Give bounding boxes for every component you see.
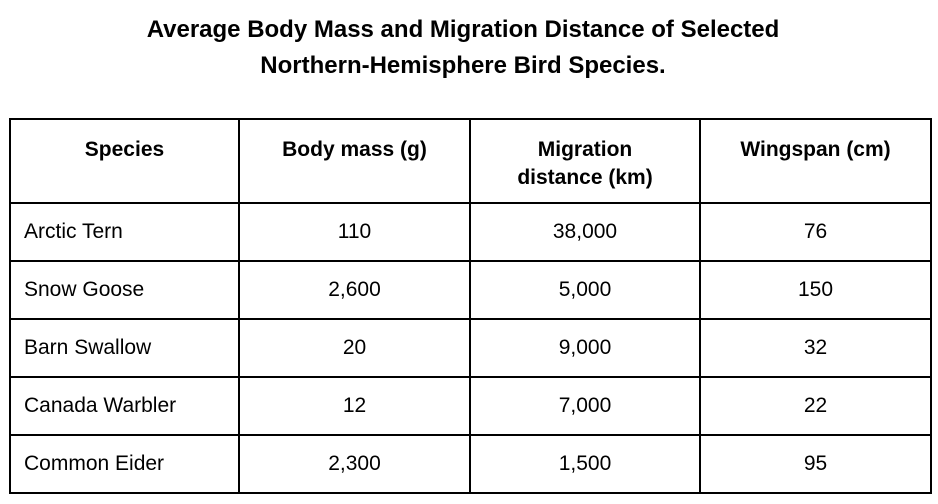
header-migration-distance	[470, 119, 700, 203]
title-line-1: Average Body Mass and Migration Distance of Selected	[146, 16, 780, 43]
header-wingspan: Wingspan (cm)	[700, 119, 931, 203]
header-body-mass: Body mass (g)	[239, 119, 470, 203]
bird-species-table	[9, 118, 932, 494]
table-header-row	[10, 119, 931, 203]
header-migration-distance-line-1: Migration	[537, 138, 633, 161]
species-cell: Common Eider	[10, 435, 239, 493]
wingspan-cell: 76	[700, 203, 931, 261]
table-row	[10, 377, 931, 435]
wingspan-cell: 32	[700, 319, 931, 377]
page-title	[0, 12, 926, 84]
species-cell: Barn Swallow	[10, 319, 239, 377]
table-row	[10, 261, 931, 319]
wingspan-cell: 150	[700, 261, 931, 319]
wingspan-cell: 95	[700, 435, 931, 493]
species-cell: Snow Goose	[10, 261, 239, 319]
migration-distance-cell: 5,000	[470, 261, 700, 319]
table-row	[10, 319, 931, 377]
migration-distance-cell: 1,500	[470, 435, 700, 493]
body-mass-cell: 2,600	[239, 261, 470, 319]
table-row	[10, 435, 931, 493]
wingspan-cell: 22	[700, 377, 931, 435]
title-line-2: Northern-Hemisphere Bird Species.	[260, 52, 666, 79]
species-cell: Arctic Tern	[10, 203, 239, 261]
body-mass-cell: 110	[239, 203, 470, 261]
species-cell: Canada Warbler	[10, 377, 239, 435]
body-mass-cell: 12	[239, 377, 470, 435]
table-row	[10, 203, 931, 261]
migration-distance-cell: 7,000	[470, 377, 700, 435]
migration-distance-cell: 9,000	[470, 319, 700, 377]
body-mass-cell: 2,300	[239, 435, 470, 493]
header-species: Species	[10, 119, 239, 203]
migration-distance-cell: 38,000	[470, 203, 700, 261]
body-mass-cell: 20	[239, 319, 470, 377]
header-migration-distance-line-2: distance (km)	[517, 166, 653, 189]
